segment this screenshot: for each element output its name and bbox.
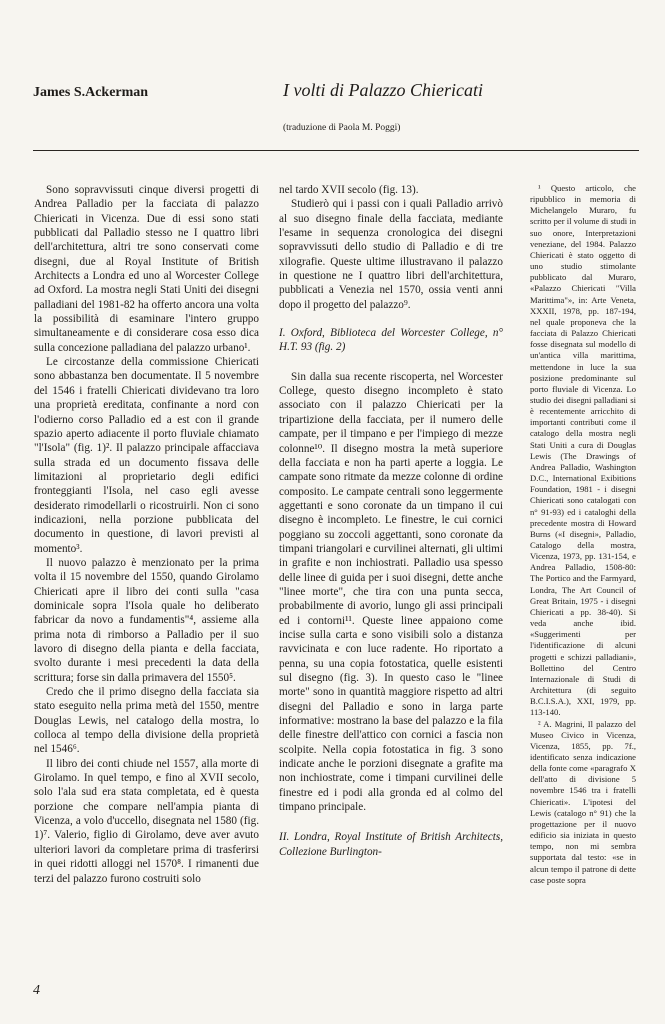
section-heading: II. Londra, Royal Institute of British Architects, Collezione Burlington-: [279, 831, 503, 858]
paragraph: nel tardo XVII secolo (fig. 13).: [279, 184, 419, 196]
column-2: [279, 183, 503, 859]
footnote: ² A. Magrini, Il palazzo del Museo Civico in Vicenza, Vicenza, 1855, pp. 7f., identificato senza indicazione della fonte come «paragrafo X dell'atto di divisione 5 novembre 1546 tra i fratelli Chiericati». L'ipotesi del Lewis (catalogo n° 91) che la progettazione per il nuovo edificio sia iniziata in questo tempo, non mi sembra supportata dal testo: «se in alcun tempo il patrone di dette case poste sopra: [530, 718, 636, 885]
paragraph: Studierò qui i passi con i quali Palladio arrivò al suo disegno finale della facciata, mediante l'esame in sequenza cronologica dei disegni sopravvissuti dello studio di Palladio e di tre xilografie. Queste ultime illustravano il palazzo in questione ne I quattro libri dell'architettura, pubblicati a Venezia nel 1570, ossia venti anni dopo il progetto del palazzo⁹.: [279, 198, 503, 311]
footnotes-column: [530, 183, 636, 886]
paragraph: Il nuovo palazzo è menzionato per la prima volta il 15 novembre del 1550, quando Girolamo Chiericati apre il libro dei conti sulla "casa dominicale sopra l'Isola quale ho deliberato fabricar da novo a fundamentis"⁴, assieme alla prima nota di rimborso a Palladio per il suo lavoro di disegno della pianta e della facciata, svolto durante i mesi precedenti la data della scrittura; forse sin dalla primavera del 1550⁵.: [34, 556, 259, 684]
page-number: 4: [33, 983, 40, 998]
paragraph: Sono sopravvissuti cinque diversi progetti di Andrea Palladio per la facciata di palazzo Chiericati in Vicenza. Due di essi sono stati pubblicati dal Palladio stesso ne I quattro libri dell'architettura, altri tre sono conservati come disegni, due al Royal Institute of British Architects a Londra ed uno al Worcester College ad Oxford. La mostra negli Stati Uniti dei disegni palladiani del 1981-82 ha offerto ancora una volta la possibilità di esaminare l'intero gruppo simultaneamente e di considerare cosa esso dica sulla concezione palladiana del palazzo urbano¹.: [34, 184, 259, 354]
section-heading: I. Oxford, Biblioteca del Worcester College, n° H.T. 93 (fig. 2): [279, 327, 503, 354]
paragraph: Sin dalla sua recente riscoperta, nel Worcester College, questo disegno incompleto è stato associato con il palazzo Chiericati per la tripartizione della facciata, per il numero delle campate, per il timpano e per l'impiego di mezze colonne¹⁰. Il disegno mostra la metà superiore della facciata e non ha parti aperte a loggia. Le campate sono ritmate da mezze colonne di ordine composito. Le campate centrali sono leggermente aggettanti e sono coronate da un timpano il cui disegno è incompleto. Le finestre, le cui cornici poggiano su zoccoli aggettanti, sono coronate da timpani triangolari e curvilinei alternati, gli ultimi in grafite e non inchiostrati. Palladio usa spesso delle linee di guida per i suoi disegni, dette anche "linee morte", che tira con una punta secca, probabilmente di avorio, lungo gli assi principali ed i contorni¹¹. Queste linee appaiono come incise sulla carta e sono visibili solo a distanza ravvicinata e con luce radente. Ho riportato a penna, su una copia fotostatica, quelle esistenti sul disegno (fig. 3). In questo caso le "linee morte" sono in quantità maggiore rispetto ad altri disegni del Palladio e sono in larga parte informative: mostrano la base del palazzo e la fila delle finestre dell'attico con cornici a fascia non scolpite. Nella copia fotostatica in fig. 3 sono indicate anche le porzioni disegnate a grafite ma non inchiostrate, come i timpani curvilinei delle finestre ed i podi alla gronda ed al colmo del timpano principale.: [279, 370, 503, 814]
paragraph: Credo che il primo disegno della facciata sia stato eseguito nella prima metà del 1550, mentre Douglas Lewis, nel catalogo della mostra, lo colloca al tempo della divisione della proprietà nel 1546⁶.: [34, 686, 259, 756]
article-title: I volti di Palazzo Chiericati: [283, 80, 483, 100]
header-rule: [33, 150, 639, 151]
translator-credit: (traduzione di Paola M. Poggi): [283, 123, 401, 133]
paragraph: Le circostanze della commissione Chiericati sono abbastanza ben documentate. Il 5 novembre del 1546 i fratelli Chiericati dividevano tra loro una proprietà ereditata, confinante a nord con l'odierno corso Palladio ed a est con il grande spazio aperto adiacente il porto fluviale chiamato "l'Isola" (fig. 1)². Il palazzo principale affacciava sulla strada ed un documento fissava delle limitazioni al proprietario degli edifici fronteggianti l'Isola, nel caso egli avesse desiderato rimodellarli o ricostruirli. Non ci sono indicazioni, nella porzione pubblicata del documento in questione, di lavori previsti al momento³.: [34, 356, 259, 555]
paragraph: Il libro dei conti chiude nel 1557, alla morte di Girolamo. In quel tempo, e fino al XVII secolo, solo l'ala sud era stata completata, ed è questa porzione che compare nell'ampia pianta di Vicenza, a volo d'uccello, disegnata nel 1580 (fig. 1)⁷. Valerio, figlio di Girolamo, deve aver avuto ulteriori lavori da completare prima di trasferirsi in quei ridotti alloggi nel 1570⁸. I rimanenti due terzi del palazzo furono costruiti solo: [34, 757, 259, 885]
author-name: James S.Ackerman: [33, 85, 149, 100]
column-1: [34, 183, 259, 886]
footnote: ¹ Questo articolo, che ripubblico in memoria di Michelangelo Muraro, fu scritto per il volume di studi in suo onore, Interpretazioni veneziane, del 1984. Palazzo Chiericati è stato oggetto di uno studio stimolante pubblicato dal Muraro, «Palazzo Chiericati "Villa Marittima"», in: Arte Veneta, XXXII, 1978, pp. 187-194, nel quale proponeva che la facciata di Palazzo Chiericati fosse disegnata sul modello di un'antica villa marittima, mettendone in luce la sua posizione predominante sul porto fluviale di Vicenza. Lo studio dei disegni palladiani si è recentemente arricchito di importanti contributi come il catalogo della mostra negli Stati Uniti a cura di Douglas Lewis (The Drawings of Andrea Palladio, Washington D.C., International Exibitions Foundation, 1981 - i disegni Chiericati sono catalogati con n° 91-93) ed i cataloghi della precedente mostra di Howard Burns («I disegni», Palladio, Catalogo della mostra, Vicenza, 1973, pp. 131-154, e Andrea Palladio, 1508-80: The Portico and the Farmyard, Londra, The Art Council of Great Britain, 1975 - i disegni Chiericati a pp. 38-40). Si veda anche ibid. «Suggerimenti per l'identificazione di alcuni progetti e schizzi palladiani», Bollettino del Centro Internazionale di Studi di Architettura (di seguito B.C.I.S.A.), XXI, 1979, pp. 113-140.: [530, 183, 636, 718]
